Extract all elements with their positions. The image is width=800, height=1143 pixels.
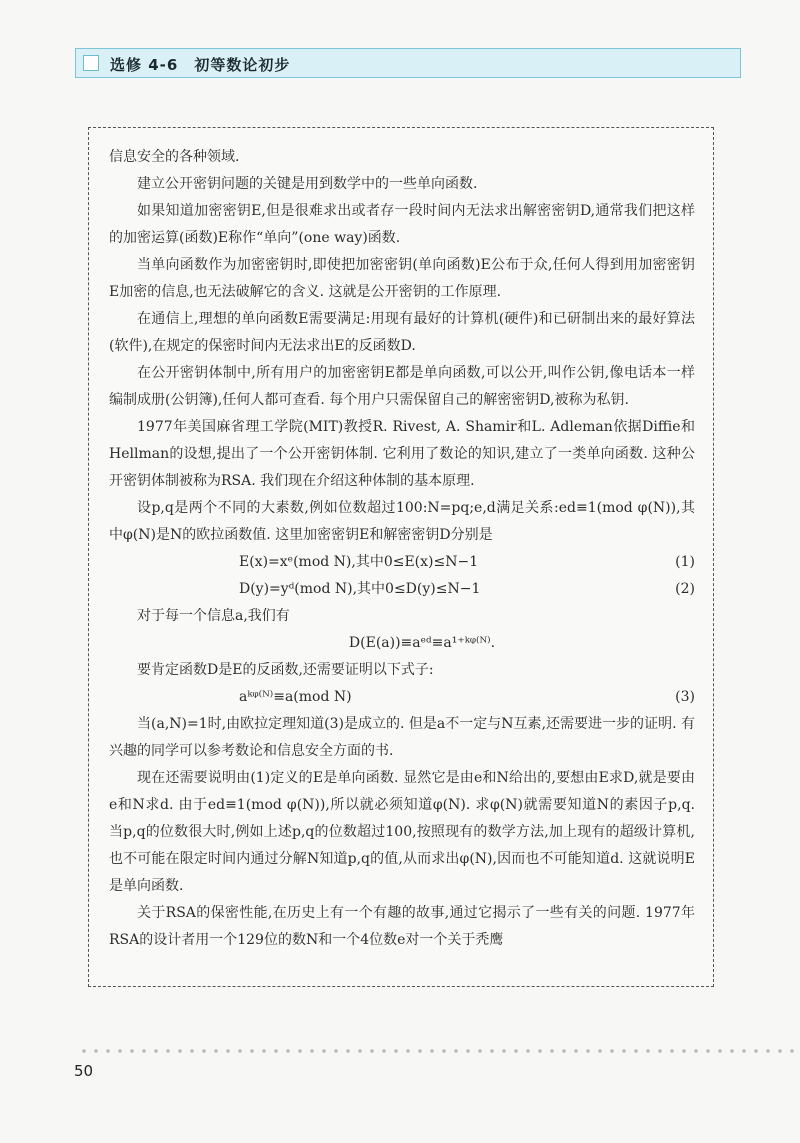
content-box bbox=[88, 127, 714, 987]
paragraph: 设p,q是两个不同的大素数,例如位数超过100:N=pq;e,d满足关系:ed≡1(mod φ(N)),其中φ(N)是N的欧拉函数值. 这里加密密钥E和解密密钥D分别是 bbox=[109, 500, 695, 543]
paragraph: 1977年美国麻省理工学院(MIT)教授R. Rivest, A. Shamir和L. Adleman依据Diffie和Hellman的设想,提出了一个公开密钥体制. 它利用了数论的知识,建立了一类单向函数. 这种公开密钥体制被称为RSA. 我们现在介绍这种体制的基本原理. bbox=[109, 419, 695, 489]
formula-expr: D(y)=yᵈ(mod N),其中0≤D(y)≤N−1 bbox=[239, 581, 481, 597]
header-square-icon bbox=[83, 55, 99, 71]
paragraph: 对于每一个信息a,我们有 bbox=[137, 608, 290, 624]
chapter-title: 选修 4-6 初等数论初步 bbox=[110, 56, 291, 74]
formula-2 bbox=[109, 576, 695, 603]
formula-expr: E(x)=xᵉ(mod N),其中0≤E(x)≤N−1 bbox=[239, 554, 479, 570]
chapter-header bbox=[75, 48, 741, 78]
paragraph: 如果知道加密密钥E,但是很难求出或者存一段时间内无法求出解密密钥D,通常我们把这样的加密运算(函数)E称作“单向”(one way)函数. bbox=[109, 203, 695, 246]
paragraph: 建立公开密钥问题的关键是用到数学中的一些单向函数. bbox=[137, 176, 478, 192]
formula-expr: aᵏᵠ⁽ᴺ⁾≡a(mod N) bbox=[239, 689, 352, 705]
formula-number: (2) bbox=[675, 581, 695, 597]
body-text bbox=[109, 144, 695, 954]
formula-number: (3) bbox=[675, 689, 695, 705]
formula-center bbox=[109, 630, 695, 657]
footer-dotted-line bbox=[78, 1048, 798, 1054]
paragraph: 当单向函数作为加密密钥时,即使把加密密钥(单向函数)E公布于众,任何人得到用加密密钥E加密的信息,也无法破解它的含义. 这就是公开密钥的工作原理. bbox=[109, 257, 695, 300]
formula-1 bbox=[109, 549, 695, 576]
paragraph: 现在还需要说明由(1)定义的E是单向函数. 显然它是由e和N给出的,要想由E求D,就是要由e和N求d. 由于ed≡1(mod φ(N)),所以就必须知道φ(N). 求φ(N)就需要知道N的素因子p,q. 当p,q的位数很大时,例如上述p,q的位数超过100,按照现有的数学方法,加上现有的超级计算机,也不可能在限定时间内通过分解N知道p,q的值,从而求出φ(N),因而也不可能知道d. 这就说明E是单向函数. bbox=[109, 770, 695, 894]
paragraph: 当(a,N)=1时,由欧拉定理知道(3)是成立的. 但是a不一定与N互素,还需要进一步的证明. 有兴趣的同学可以参考数论和信息安全方面的书. bbox=[109, 716, 695, 759]
page-number: 50 bbox=[74, 1062, 94, 1080]
formula-3 bbox=[109, 684, 695, 711]
formula-expr: D(E(a))≡aᵉᵈ≡a¹⁺ᵏᵠ⁽ᴺ⁾. bbox=[348, 635, 496, 651]
paragraph: 信息安全的各种领域. bbox=[109, 149, 240, 165]
paragraph: 关于RSA的保密性能,在历史上有一个有趣的故事,通过它揭示了一些有关的问题. 1977年RSA的设计者用一个129位的数N和一个4位数e对一个关于秃鹰 bbox=[109, 905, 695, 948]
paragraph: 在通信上,理想的单向函数E需要满足:用现有最好的计算机(硬件)和已研制出来的最好算法(软件),在规定的保密时间内无法求出E的反函数D. bbox=[109, 311, 695, 354]
formula-number: (1) bbox=[675, 554, 695, 570]
paragraph: 在公开密钥体制中,所有用户的加密密钥E都是单向函数,可以公开,叫作公钥,像电话本一样编制成册(公钥簿),任何人都可查看. 每个用户只需保留自己的解密密钥D,被称为私钥. bbox=[109, 365, 695, 408]
paragraph: 要肯定函数D是E的反函数,还需要证明以下式子: bbox=[137, 662, 434, 678]
